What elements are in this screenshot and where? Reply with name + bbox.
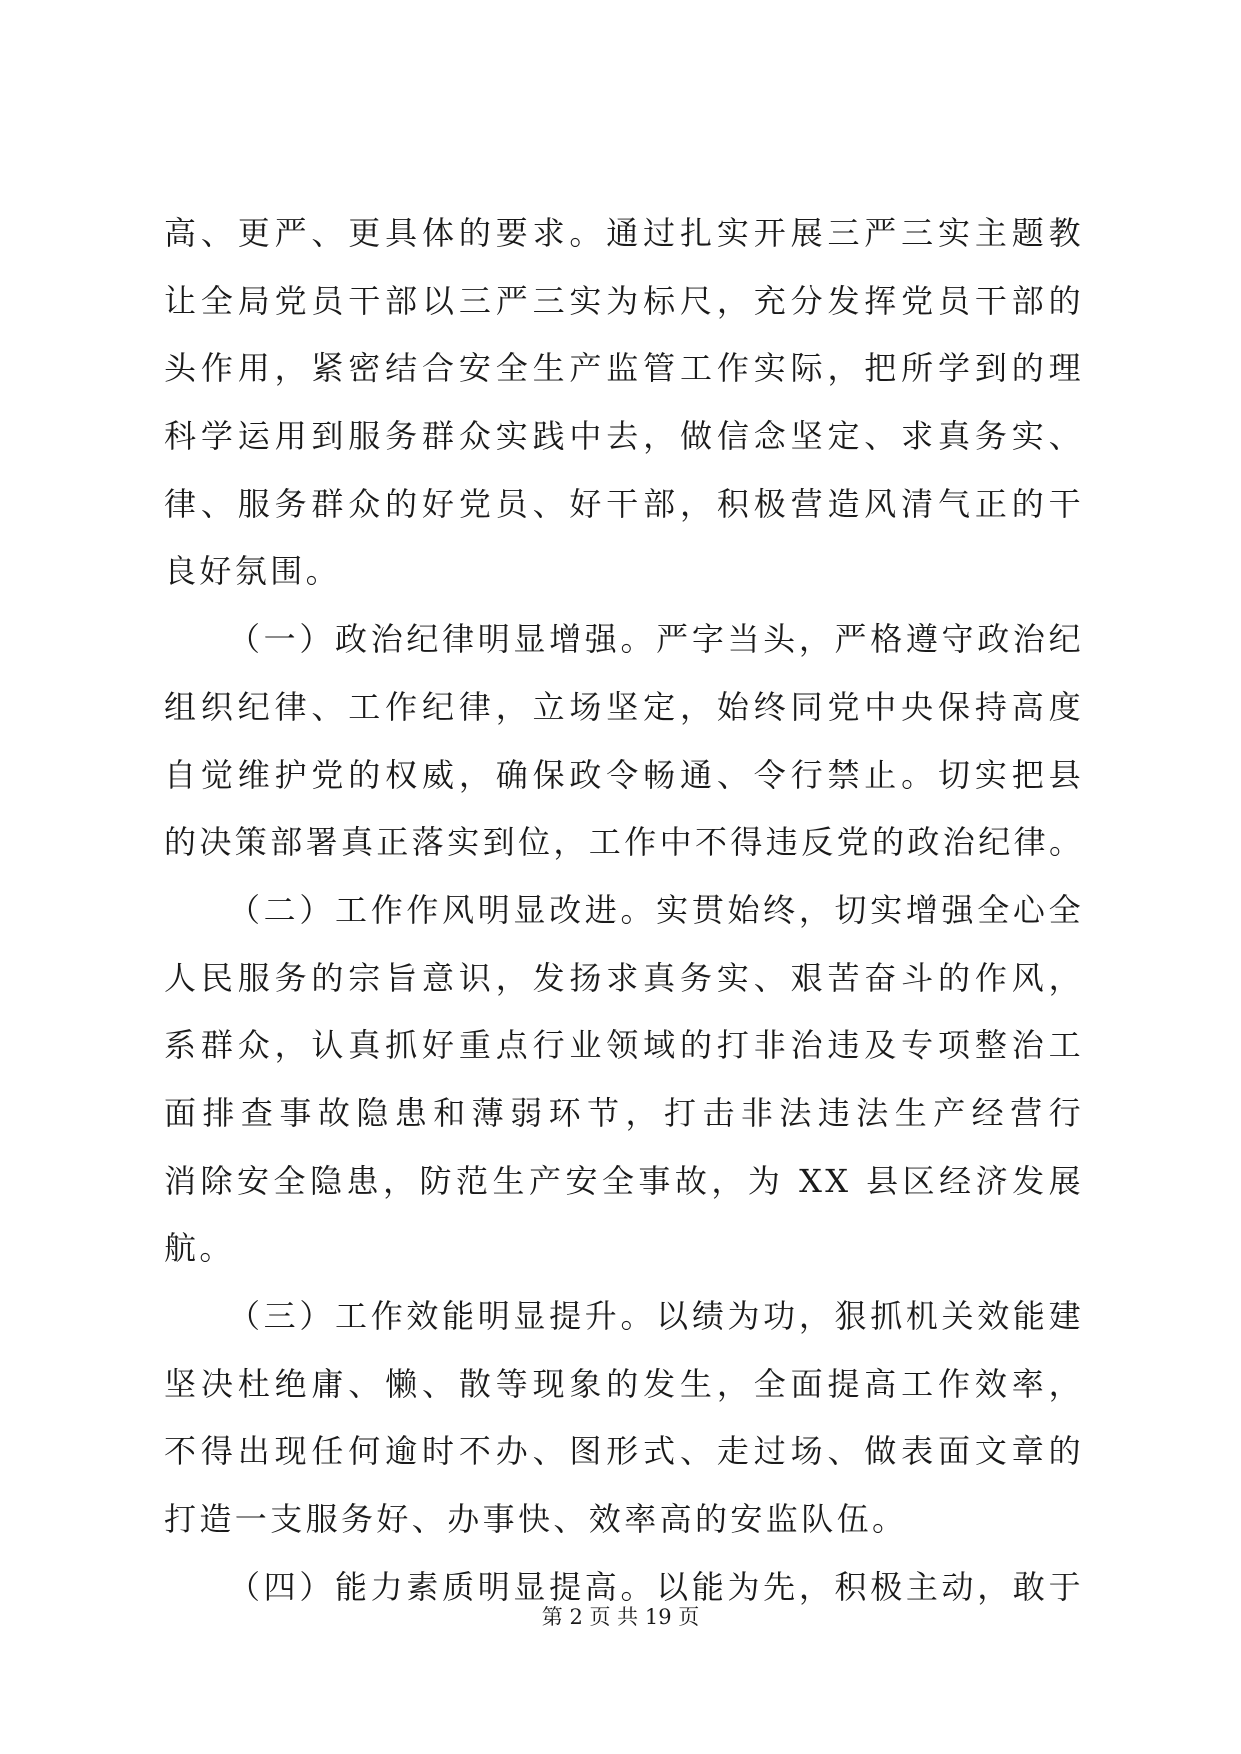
text-line: （四）能力素质明显提高。以能为先，积极主动，敢于 (228, 1567, 1084, 1606)
text-line: （一）政治纪律明显增强。严字当头，严格遵守政治纪 (228, 620, 1084, 659)
text-line: 自觉维护党的权威，确保政令畅通、令行禁止。切实把县 (164, 755, 1084, 794)
text-line: （三）工作效能明显提升。以绩为功，狠抓机关效能建 (228, 1297, 1084, 1335)
text-line: 让全局党员干部以三严三实为标尺，充分发挥党员干部的 (164, 281, 1084, 320)
text-line: 不得出现任何逾时不办、图形式、走过场、做表面文章的 (164, 1432, 1084, 1471)
paragraph (164, 1283, 1084, 1554)
paragraph (164, 877, 1084, 1283)
text-line: 面排查事故隐患和薄弱环节，打击非法违法生产经营行 (164, 1093, 1084, 1132)
page-footer: 第 2 页 共 19 页 (541, 1605, 700, 1629)
text-line: 航。 (164, 1229, 235, 1268)
document-body (164, 200, 1084, 1621)
text-line: 头作用，紧密结合安全生产监管工作实际，把所学到的理 (164, 349, 1084, 388)
text-line: 的决策部署真正落实到位，工作中不得违反党的政治纪律。 (164, 823, 1085, 862)
text-line: 坚决杜绝庸、懒、散等现象的发生，全面提高工作效率， (164, 1364, 1084, 1403)
paragraph (164, 200, 1084, 606)
text-line: 科学运用到服务群众实践中去，做信念坚定、求真务实、 (164, 417, 1084, 456)
text-line: 良好氛围。 (164, 552, 342, 591)
text-line: 律、服务群众的好党员、好干部，积极营造风清气正的干 (164, 484, 1084, 523)
text-line: 系群众，认真抓好重点行业领域的打非治违及专项整治工 (164, 1026, 1084, 1065)
text-line: （二）工作作风明显改进。实贯始终，切实增强全心全 (228, 890, 1084, 929)
text-line: 消除安全隐患，防范生产安全事故，为 XX 县区经济发展 (164, 1161, 1084, 1200)
text-line: 人民服务的宗旨意识，发扬求真务实、艰苦奋斗的作风， (164, 958, 1084, 997)
text-line: 高、更严、更具体的要求。通过扎实开展三严三实主题教 (164, 214, 1084, 252)
paragraph (164, 606, 1084, 877)
text-line: 打造一支服务好、办事快、效率高的安监队伍。 (164, 1500, 908, 1539)
text-line: 组织纪律、工作纪律，立场坚定，始终同党中央保持高度 (164, 687, 1084, 726)
